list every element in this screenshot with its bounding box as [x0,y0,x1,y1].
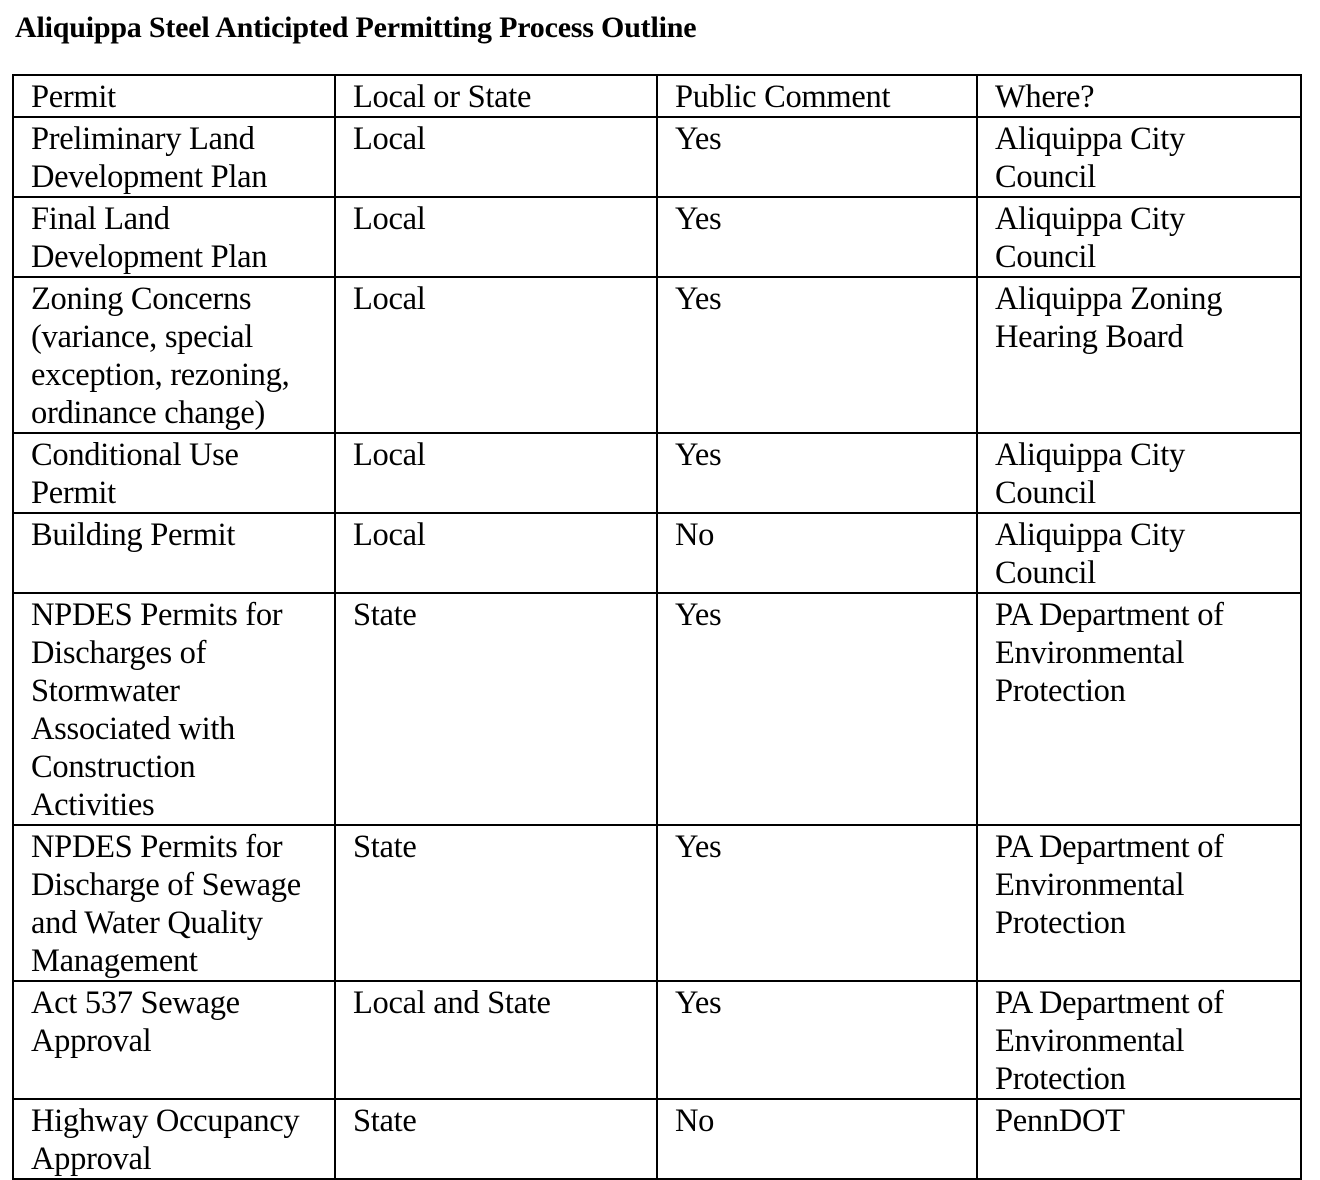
cell-line: Yes [675,829,722,865]
cell-public-comment [657,277,977,433]
table-row [13,197,1301,277]
cell-public-comment [657,433,977,513]
cell-line: Local [353,201,426,237]
cell-line: Yes [675,201,722,237]
cell-line: Protection [995,905,1126,941]
table-row [13,1099,1301,1179]
cell-line: Environmental [995,867,1185,903]
cell-line: State [353,829,417,865]
cell-line: Aliquippa City [995,121,1185,157]
cell-permit [13,981,335,1099]
cell-line: Associated with [31,711,236,747]
cell-line: Local [353,517,426,553]
cell-line: Hearing Board [995,319,1184,355]
cell-line: Local [353,437,426,473]
cell-line: exception, rezoning, [31,357,290,393]
cell-line: State [353,597,417,633]
document-title: Aliquippa Steel Anticipted Permitting Process Outline [15,11,697,44]
cell-permit [13,1099,335,1179]
cell-line: PA Department of [995,829,1224,865]
table-row [13,433,1301,513]
cell-line: NPDES Permits for [31,829,283,865]
cell-where [977,513,1301,593]
cell-line: Aliquippa City [995,437,1185,473]
cell-where [977,1099,1301,1179]
permit-rows [13,117,1301,1179]
cell-line: Local [353,121,426,157]
table-row [13,593,1301,825]
cell-where [977,981,1301,1099]
cell-line: Approval [31,1141,152,1177]
cell-line: NPDES Permits for [31,597,283,633]
cell-line: Aliquippa Zoning [995,281,1223,317]
cell-line: Aliquippa City [995,517,1185,553]
cell-line: Stormwater [31,673,180,709]
cell-local-or-state [335,1099,657,1179]
cell-line: Preliminary Land [31,121,255,157]
cell-local-or-state [335,433,657,513]
cell-line: Discharges of [31,635,207,671]
cell-line: ordinance change) [31,395,266,431]
permit-table [12,74,1302,1180]
cell-line: Yes [675,281,722,317]
header-local-or-state: Local or State [335,75,657,117]
table-row [13,277,1301,433]
cell-line: Protection [995,1061,1126,1097]
cell-line: Discharge of Sewage [31,867,301,903]
cell-line: Management [31,943,198,979]
cell-line: Conditional Use [31,437,239,473]
cell-line: Protection [995,673,1126,709]
cell-line: Act 537 Sewage [31,985,240,1021]
cell-line: Yes [675,985,722,1021]
header-where: Where? [977,75,1301,117]
cell-line: Highway Occupancy [31,1103,300,1139]
table-header-row [13,75,1301,117]
cell-line: No [675,517,715,553]
cell-line: Council [995,475,1096,511]
cell-public-comment [657,1099,977,1179]
cell-permit [13,433,335,513]
cell-line: Council [995,239,1096,275]
cell-public-comment [657,825,977,981]
cell-line: Yes [675,597,722,633]
cell-line: Council [995,159,1096,195]
cell-where [977,277,1301,433]
cell-where [977,825,1301,981]
cell-local-or-state [335,593,657,825]
cell-where [977,117,1301,197]
cell-local-or-state [335,513,657,593]
table-row [13,981,1301,1099]
cell-permit [13,277,335,433]
cell-local-or-state [335,117,657,197]
cell-where [977,593,1301,825]
cell-line: State [353,1103,417,1139]
cell-line: Approval [31,1023,152,1059]
cell-where [977,197,1301,277]
cell-line: Local and State [353,985,551,1021]
cell-line: Final Land [31,201,170,237]
cell-local-or-state [335,981,657,1099]
cell-line: Council [995,555,1096,591]
cell-public-comment [657,197,977,277]
cell-line: Local [353,281,426,317]
cell-line: Environmental [995,635,1185,671]
cell-line: Building Permit [31,517,236,553]
cell-line: Aliquippa City [995,201,1185,237]
header-public-comment: Public Comment [657,75,977,117]
cell-line: Construction [31,749,196,785]
cell-line: PennDOT [995,1103,1125,1139]
cell-line: Permit [31,475,116,511]
cell-line: Activities [31,787,155,823]
cell-permit [13,825,335,981]
cell-permit [13,197,335,277]
cell-line: PA Department of [995,985,1224,1021]
cell-line: PA Department of [995,597,1224,633]
cell-public-comment [657,593,977,825]
cell-line: Development Plan [31,239,268,275]
cell-permit [13,593,335,825]
cell-permit [13,117,335,197]
cell-line: (variance, special [31,319,253,355]
cell-line: Zoning Concerns [31,281,252,317]
cell-line: and Water Quality [31,905,263,941]
cell-local-or-state [335,197,657,277]
table-row [13,117,1301,197]
cell-line: Yes [675,121,722,157]
cell-local-or-state [335,277,657,433]
cell-public-comment [657,981,977,1099]
table-row [13,513,1301,593]
cell-where [977,433,1301,513]
cell-public-comment [657,117,977,197]
cell-line: Environmental [995,1023,1185,1059]
cell-line: Development Plan [31,159,268,195]
cell-line: No [675,1103,715,1139]
cell-line: Yes [675,437,722,473]
table-row [13,825,1301,981]
header-permit: Permit [13,75,335,117]
cell-local-or-state [335,825,657,981]
cell-permit [13,513,335,593]
cell-public-comment [657,513,977,593]
